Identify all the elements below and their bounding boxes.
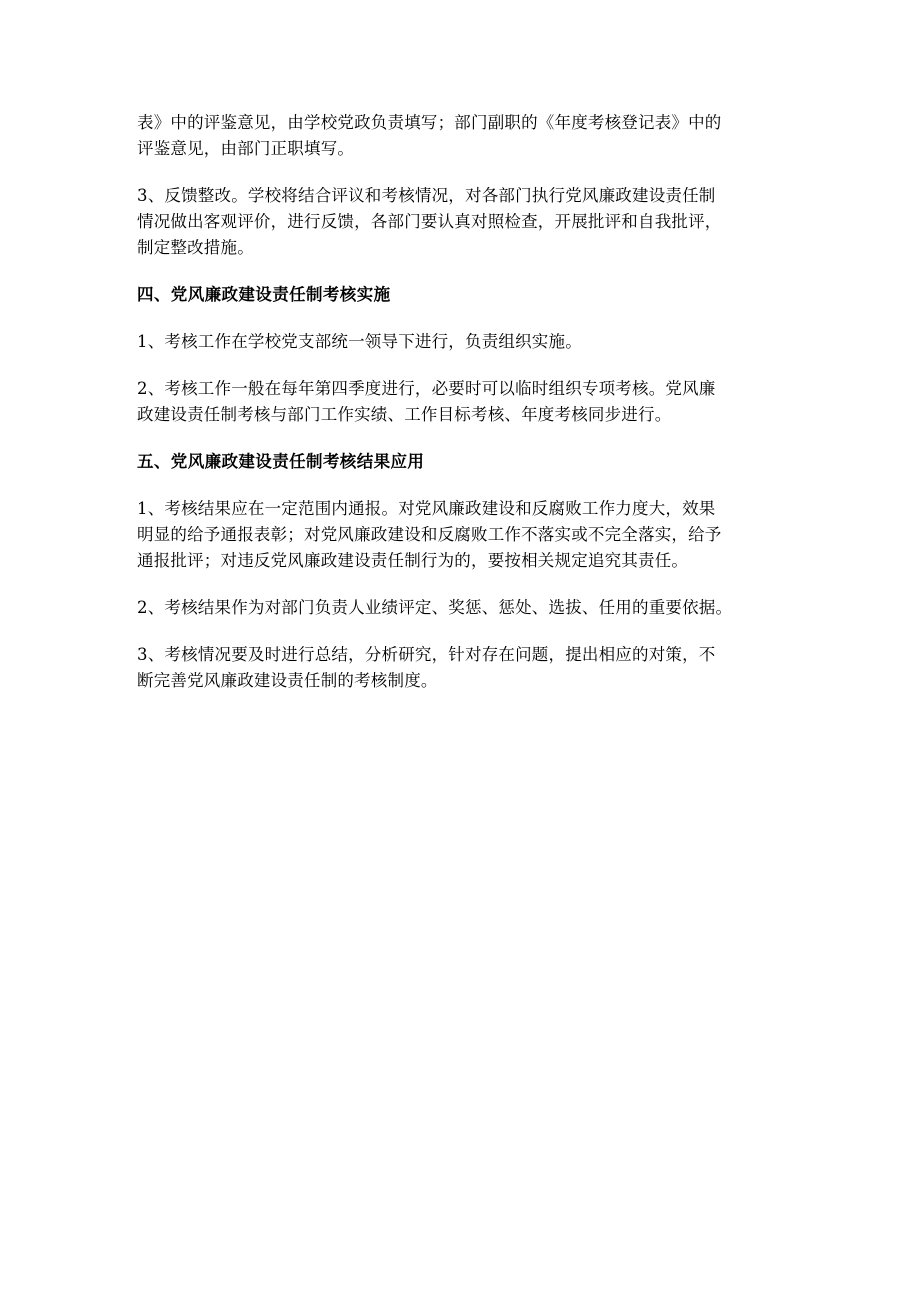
paragraph-results-3	[137, 642, 782, 694]
paragraph-results-1	[137, 496, 782, 574]
text-line: 断完善党风廉政建设责任制的考核制度。	[137, 671, 438, 690]
text-line: 2、考核结果作为对部门负责人业绩评定、奖惩、惩处、选拔、任用的重要依据。	[137, 598, 733, 617]
text-line: 3、考核情况要及时进行总结，分析研究，针对存在问题，提出相应的对策，不	[137, 645, 716, 664]
paragraph-evaluation-opinion	[137, 110, 782, 162]
text-line: 1、考核工作在学校党支部统一领导下进行，负责组织实施。	[137, 332, 582, 351]
section-heading-results-application	[137, 449, 782, 475]
text-line: 明显的给予通报表彰；对党风廉政建设和反腐败工作不落实或不完全落实，给予	[137, 525, 722, 544]
text-line: 评鉴意见，由部门正职填写。	[137, 139, 355, 158]
paragraph-implementation-2	[137, 376, 782, 428]
paragraph-feedback-rectification	[137, 183, 782, 261]
heading-text: 五、党风廉政建设责任制考核结果应用	[137, 452, 425, 471]
heading-text: 四、党风廉政建设责任制考核实施	[137, 285, 391, 304]
paragraph-implementation-1	[137, 329, 782, 355]
text-line: 3、反馈整改。学校将结合评议和考核情况，对各部门执行党风廉政建设责任制	[137, 186, 716, 205]
text-line: 通报批评；对违反党风廉政建设责任制行为的，要按相关规定追究其责任。	[137, 551, 689, 570]
text-line: 表》中的评鉴意见，由学校党政负责填写；部门副职的《年度考核登记表》中的	[137, 113, 722, 132]
text-line: 制定整改措施。	[137, 238, 254, 257]
text-line: 政建设责任制考核与部门工作实绩、工作目标考核、年度考核同步进行。	[137, 405, 672, 424]
text-line: 情况做出客观评价，进行反馈，各部门要认真对照检查，开展批评和自我批评，	[137, 212, 722, 231]
text-line: 1、考核结果应在一定范围内通报。对党风廉政建设和反腐败工作力度大，效果	[137, 499, 716, 518]
paragraph-results-2	[137, 595, 782, 621]
text-line: 2、考核工作一般在每年第四季度进行，必要时可以临时组织专项考核。党风廉	[137, 379, 716, 398]
section-heading-implementation	[137, 282, 782, 308]
document-body	[137, 110, 782, 715]
